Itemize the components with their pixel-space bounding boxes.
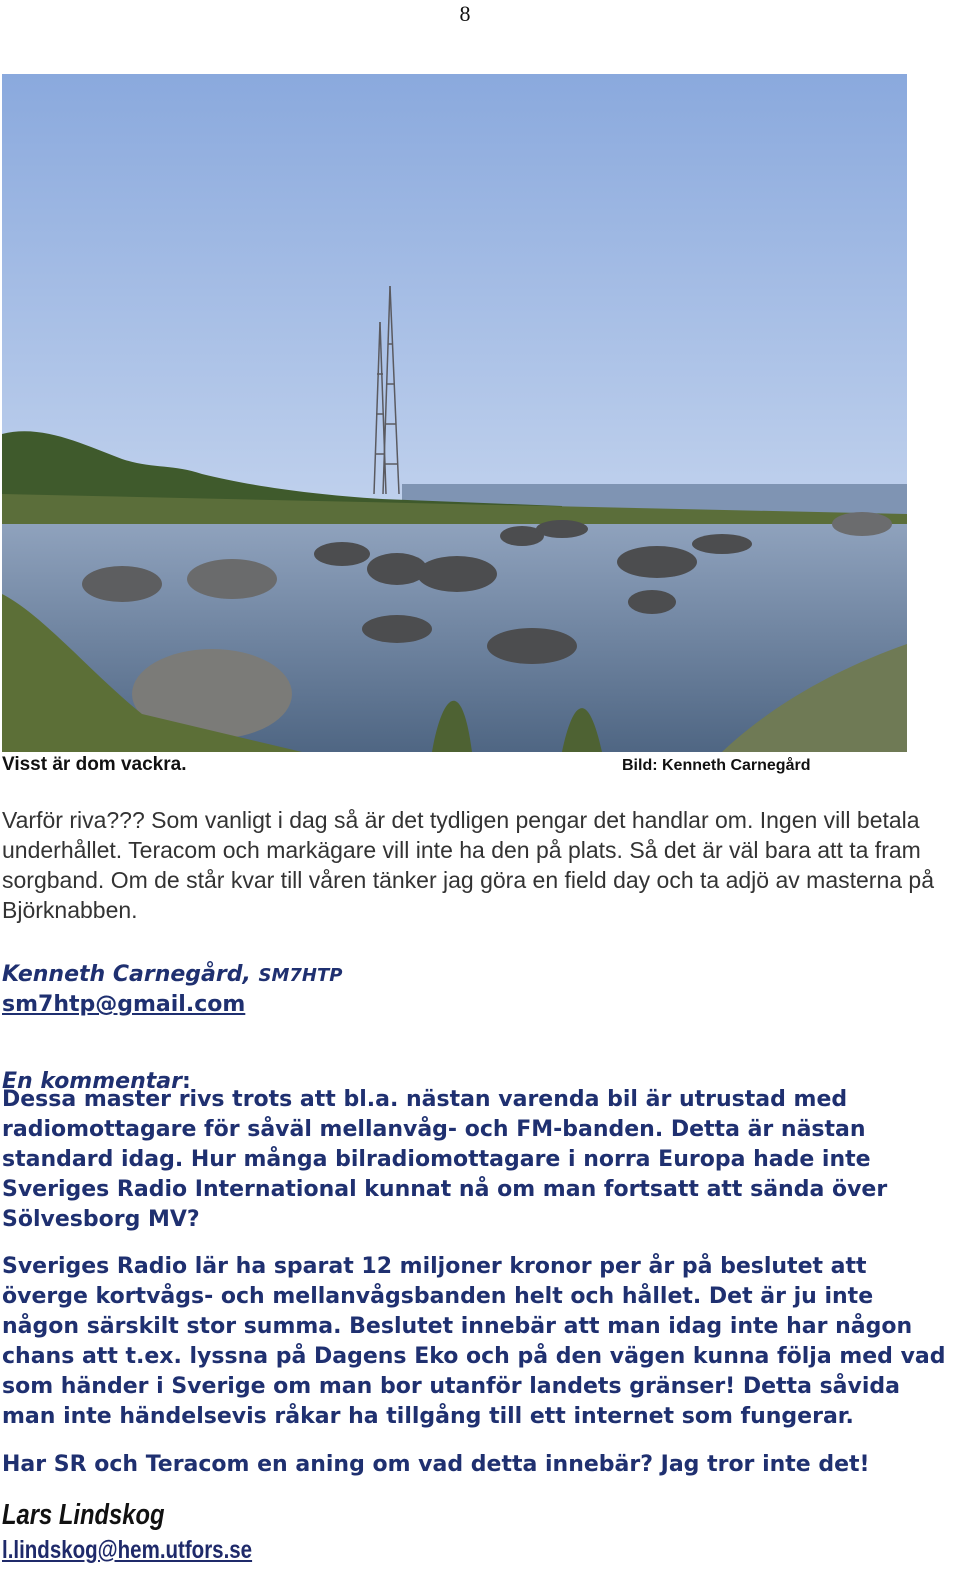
signature-name: Lars Lindskog bbox=[2, 1499, 165, 1531]
comment-paragraph-1: Dessa master rivs trots att bl.a. nästan varenda bil är utrustad med radiomottagare för såväl mellanvåg- och FM-banden. Detta är nästan standard idag. Hur många bilradiomottagare i norra Europa hade inte Sveriges Radio International kunnat nå om man fortsatt att sända över Sölvesborg MV? bbox=[2, 1087, 888, 1232]
author-name: Kenneth Carnegård, bbox=[2, 962, 251, 987]
author-callsign: SM7HTP bbox=[258, 965, 343, 986]
comment-heading-text: En kommentar bbox=[2, 1069, 182, 1094]
comment-heading-colon: : bbox=[181, 1069, 191, 1094]
comment-paragraph-3: Har SR och Teracom en aning om vad detta innebär? Jag tror inte det! bbox=[2, 1452, 870, 1477]
author-email-link[interactable]: sm7htp@gmail.com bbox=[2, 992, 246, 1017]
page-number: 8 bbox=[459, 1, 471, 26]
comment-paragraph-2: Sveriges Radio lär ha sparat 12 miljoner kronor per år på beslutet att överge kortvågs- och mellanvågsbanden helt och hållet. Det är ju inte någon särskilt stor summa. Beslutet innebär att man idag inte har någon chans att t.ex. lyssna på Dagens Eko och på den vägen kunna följa med vad som händer i Sverige om man bor utanför landets gränser! Detta såvida man inte händelsevis råkar ha tillgång till ett internet som fungerar. bbox=[2, 1254, 946, 1429]
landscape-illustration bbox=[2, 74, 907, 752]
caption-text: Visst är dom vackra. bbox=[2, 754, 187, 775]
signature-email-link[interactable]: l.lindskog@hem.utfors.se bbox=[2, 1536, 253, 1564]
author-line bbox=[2, 962, 342, 987]
article-paragraph: Varför riva??? Som vanligt i dag så är det tydligen pengar det handlar om. Ingen vill betala underhållet. Teracom och markägare vill inte ha den på plats. Så det är väl bara att ta fram sorgband. Om de står kvar till våren tänker jag göra en field day och ta adjö av masterna på Björknabben. bbox=[2, 807, 935, 923]
photo-radio-masts bbox=[2, 74, 907, 752]
photo-credit: Bild: Kenneth Carnegård bbox=[622, 757, 811, 774]
